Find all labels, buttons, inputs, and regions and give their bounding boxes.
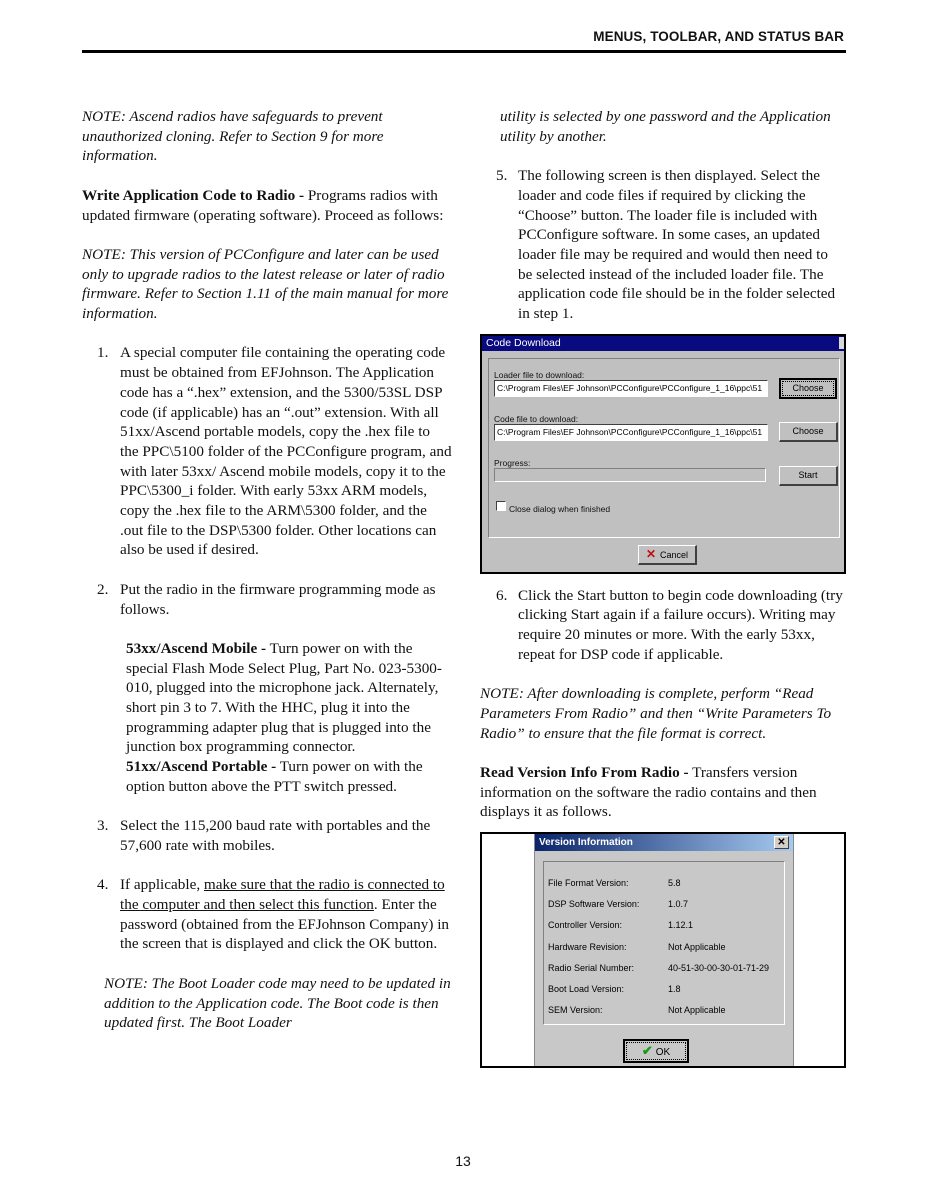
version-value: 1.8 (668, 984, 681, 995)
page-header (82, 28, 846, 53)
version-value: Not Applicable (668, 1005, 726, 1016)
version-label: Controller Version: (548, 920, 623, 931)
start-button[interactable]: Start (779, 466, 838, 486)
code-choose-button[interactable]: Choose (779, 422, 838, 442)
write-application-heading: Write Application Code to Radio - (82, 186, 305, 204)
dialog-titlebar (535, 834, 793, 851)
green-check-icon: ✔ (641, 1043, 653, 1059)
mobile-instructions: 53xx/Ascend Mobile - Turn power on with the special Flash Mode Select Plug, Part No. 023-5300-010, plugged into the microphone jack. Alternately, short pin 3 to 7. With the HHC, plug it into the programming adapter plug that is plugged into the junction box programming connector. 51xx/Ascend Portable - Turn power on with the option button above the PTT switch pressed. (126, 639, 442, 795)
list-item-step-3: 3. Select the 115,200 baud rate with portables and the 57,600 rate with mobiles. (97, 817, 431, 854)
version-info-screenshot (480, 832, 846, 1068)
version-label: Hardware Revision: (548, 942, 627, 953)
close-x-icon[interactable]: ✕ (774, 836, 789, 849)
left-column (82, 107, 452, 1033)
version-label: DSP Software Version: (548, 899, 640, 910)
dialog-titlebar (482, 336, 844, 351)
portable-heading: 51xx/Ascend Portable - (126, 758, 277, 776)
note-boot-loader: NOTE: The Boot Loader code may need to be updated in addition to the Application code. The Boot code is then updated first. The Boot Loader (104, 974, 451, 1032)
version-label: File Format Version: (548, 878, 629, 889)
version-value: 40-51-30-00-30-01-71-29 (668, 963, 770, 974)
cancel-button[interactable]: ✕ Cancel (638, 545, 697, 565)
version-value: Not Applicable (668, 942, 726, 953)
loader-choose-button[interactable]: Choose (779, 378, 837, 399)
note-cloning: NOTE: Ascend radios have safeguards to prevent unauthorized cloning. Refer to Section 9 for more information. (82, 108, 384, 165)
page-number: 13 (455, 1153, 471, 1169)
version-value: 1.0.7 (668, 899, 689, 910)
version-label: Boot Load Version: (548, 984, 625, 995)
version-value: 1.12.1 (668, 920, 694, 931)
dialog-title: Code Download (486, 336, 561, 349)
list-item-step-4: 4. If applicable, make sure that the radio is connected to the computer and then select this function. Enter the password (obtained from the EFJohnson Company) in the screen that is displayed and click the OK button. (97, 876, 450, 953)
progress-bar (494, 468, 766, 482)
code-download-dialog (480, 334, 846, 574)
progress-label: Progress: (494, 457, 531, 468)
dialog-title: Version Information (539, 837, 633, 849)
titlebar-button[interactable] (839, 337, 844, 349)
list-item-step-2: 2. Put the radio in the firmware programming mode as follows. (97, 580, 436, 618)
version-value: 5.8 (668, 878, 681, 889)
mobile-heading: 53xx/Ascend Mobile - (126, 639, 267, 657)
code-file-label: Code file to download: (494, 413, 579, 424)
ok-button[interactable]: ✔ OK (623, 1039, 689, 1063)
code-file-input[interactable]: C:\Program Files\EF Johnson\PCConfigure\PCConfigure_1_16\ppc\51 (494, 424, 768, 441)
list-item-step-1: 1. A special computer file containing the operating code must be obtained from EFJohnson. The Application code has a “.hex” extension, and the 5300/53SL DSP code (if applicable) has an “.out” extension. With all 51xx/Ascend portable models, copy the .hex file to the PPC\5100 folder of the PCConfigure program, and with later 53xx/ Ascend mobile models, copy it to the PPC\5300_i folder. With early 53xx ARM models, copy the .hex file to the ARM\5300 folder, and the .out file to the DSP\5300 folder. Other locations can also be used if desired. (97, 344, 452, 559)
right-column (480, 107, 846, 1068)
read-version-heading: Read Version Info From Radio - (480, 764, 689, 782)
red-x-icon: ✕ (645, 546, 657, 561)
close-when-finished-checkbox[interactable] (496, 501, 506, 511)
note-after-download: NOTE: After downloading is complete, perform “Read Parameters From Radio” and then “Write Parameters To Radio” to ensure that the file format is correct. (480, 685, 832, 742)
version-info-dialog (534, 834, 794, 1066)
note-upgrade: NOTE: This version of PCConfigure and later can be used only to upgrade radios to the latest release or later of radio firmware. Refer to Section 1.11 of the main manual for more information. (82, 245, 449, 322)
close-when-finished-label: Close dialog when finished (509, 503, 611, 514)
write-application-paragraph: Write Application Code to Radio - Programs radios with updated firmware (operating software). Proceed as follows: (82, 186, 444, 224)
list-item-step-6: 6. Click the Start button to begin code downloading (try clicking Start again if a failure occurs). Writing may require 20 minutes or more. With the early 53xx, repeat for DSP code if applicable. (496, 586, 843, 663)
version-label: SEM Version: (548, 1005, 603, 1016)
section-title: MENUS, TOOLBAR, AND STATUS BAR (593, 29, 844, 44)
loader-file-input[interactable]: C:\Program Files\EF Johnson\PCConfigure\PCConfigure_1_16\ppc\51 (494, 380, 768, 397)
list-item-step-5: 5. The following screen is then displayed. Select the loader and code files if required by clicking the “Choose” button. The loader file is included with PCConfigure software. In some cases, an updated loader file may be required and would then need to be selected instead of the included loader file. The application code file should be in the folder selected in step 1. (496, 167, 836, 323)
underlined-instruction: make sure that the radio is connected to the computer and then select this function (120, 876, 445, 914)
note-boot-loader-continued: utility is selected by one password and the Application utility by another. (500, 108, 831, 145)
read-version-paragraph: Read Version Info From Radio - Transfers version information on the software the radio contains and then displays it as follows. (480, 764, 817, 821)
version-label: Radio Serial Number: (548, 963, 635, 974)
loader-file-label: Loader file to download: (494, 369, 585, 380)
